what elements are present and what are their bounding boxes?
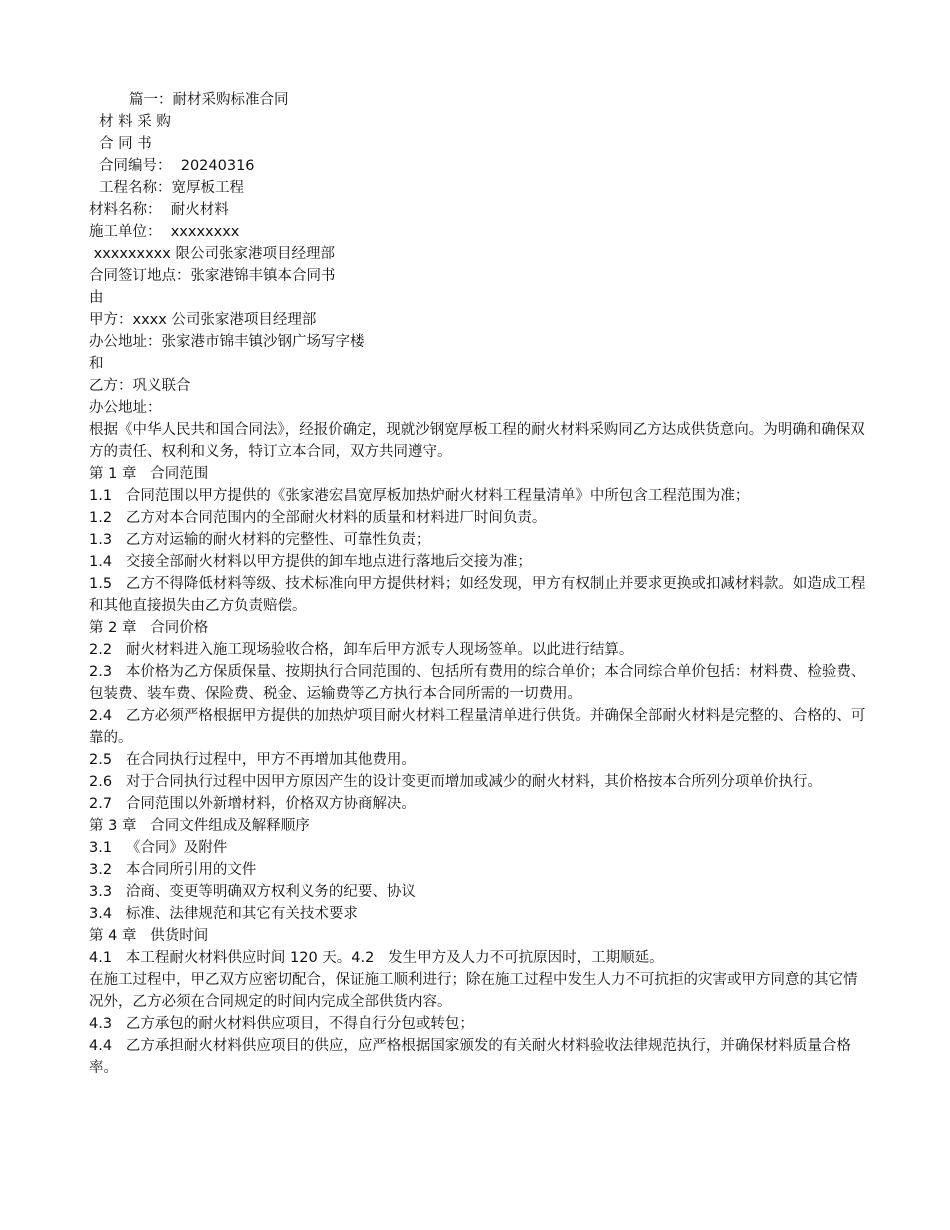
party-b: 乙方：巩义联合 xyxy=(89,378,191,394)
clause-1-4: 1.4 交接全部耐火材料以甲方提供的卸车地点进行落地后交接为准； xyxy=(89,554,532,570)
contract-number: 合同编号： 20240316 xyxy=(99,158,255,174)
clause-3-2: 3.2 本合同所引用的文件 xyxy=(89,862,257,878)
construction-unit: 施工单位： xxxxxxxx xyxy=(89,224,240,240)
party-connector-and: 和 xyxy=(89,356,104,372)
clause-1-3: 1.3 乙方对运输的耐火材料的完整性、可靠性负责； xyxy=(89,532,431,548)
project-name: 工程名称：宽厚板工程 xyxy=(99,180,244,196)
clause-2-6: 2.6 对于合同执行过程中因甲方原因产生的设计变更而增加或减少的耐火材料，其价格按本合所列分项单价执行。 xyxy=(89,774,822,790)
clause-3-4: 3.4 标准、法律规范和其它有关技术要求 xyxy=(89,906,358,922)
clause-4-1: 4.1 本工程耐火材料供应时间 120 天。4.2 发生甲方及人力不可抗原因时，工期顺延。 xyxy=(89,950,664,966)
party-a-address: 办公地址：张家港市锦丰镇沙钢广场写字楼 xyxy=(89,334,365,350)
material-name: 材料名称： 耐火材料 xyxy=(89,202,229,218)
clause-2-5: 2.5 在合同执行过程中，甲方不再增加其他费用。 xyxy=(89,752,416,768)
clause-3-3: 3.3 洽商、变更等明确双方权利义务的纪要、协议 xyxy=(89,884,416,900)
construction-unit-company: xxxxxxxxx 限公司张家港项目经理部 xyxy=(89,246,335,262)
clause-2-3: 2.3 本价格为乙方保质保量、按期执行合同范围的、包括所有费用的综合单价；本合同综合单价包括：材料费、检验费、包装费、装车费、保险费、税金、运输费等乙方执行本合同所需的一切费用。 xyxy=(89,664,866,702)
clause-2-7: 2.7 合同范围以外新增材料，价格双方协商解决。 xyxy=(89,796,416,812)
clause-2-4: 2.4 乙方必须严格根据甲方提供的加热炉项目耐火材料工程量清单进行供货。并确保全部耐火材料是完整的、合格的、可靠的。 xyxy=(89,708,866,746)
clause-1-1: 1.1 合同范围以甲方提供的《张家港宏昌宽厚板加热炉耐火材料工程量清单》中所包含工程范围为准； xyxy=(89,488,750,504)
chapter-heading: 第 1 章 合同范围 xyxy=(89,466,209,482)
clause-1-5: 1.5 乙方不得降低材料等级、技术标准向甲方提供材料；如经发现，甲方有权制止并要求更换或扣减材料款。如造成工程和其他直接损失由乙方负责赔偿。 xyxy=(89,576,866,614)
clause-1-2: 1.2 乙方对本合同范围内的全部耐火材料的质量和材料进厂时间负责。 xyxy=(89,510,547,526)
chapter-heading: 第 2 章 合同价格 xyxy=(89,620,209,636)
chapter-heading: 第 4 章 供货时间 xyxy=(89,928,209,944)
document-title: 篇一：耐材采购标准合同 xyxy=(129,92,289,108)
party-connector-by: 由 xyxy=(89,290,104,306)
clause-4-3: 4.3 乙方承包的耐火材料供应项目，不得自行分包或转包； xyxy=(89,1016,474,1032)
party-a: 甲方：xxxx 公司张家港项目经理部 xyxy=(89,312,317,328)
clause-2-2: 2.2 耐火材料进入施工现场验收合格，卸车后甲方派专人现场签单。以此进行结算。 xyxy=(89,642,634,658)
chapter-heading: 第 3 章 合同文件组成及解释顺序 xyxy=(89,818,310,834)
intro-paragraph: 根据《中华人民共和国合同法》，经报价确定，现就沙钢宽厚板工程的耐火材料采购同乙方达成供货意向。为明确和确保双方的责任、权利和义务，特订立本合同，双方共同遵守。 xyxy=(89,422,865,460)
party-b-address: 办公地址： xyxy=(89,400,162,416)
clause-3-1: 3.1 《合同》及附件 xyxy=(89,840,228,856)
document-body xyxy=(89,89,869,1079)
cover-line-contract-book: 合 同 书 xyxy=(99,136,152,152)
clause-4-2-detail: 在施工过程中，甲乙双方应密切配合，保证施工顺利进行；除在施工过程中发生人力不可抗拒的灾害或甲方同意的其它情况外，乙方必须在合同规定的时间内完成全部供货内容。 xyxy=(89,972,858,1010)
clause-4-4: 4.4 乙方承担耐火材料供应项目的供应，应严格根据国家颁发的有关耐火材料验收法律规范执行，并确保材料质量合格率。 xyxy=(89,1038,851,1076)
cover-line-material-purchase: 材 料 采 购 xyxy=(99,114,171,130)
signing-location: 合同签订地点：张家港锦丰镇本合同书 xyxy=(89,268,336,284)
